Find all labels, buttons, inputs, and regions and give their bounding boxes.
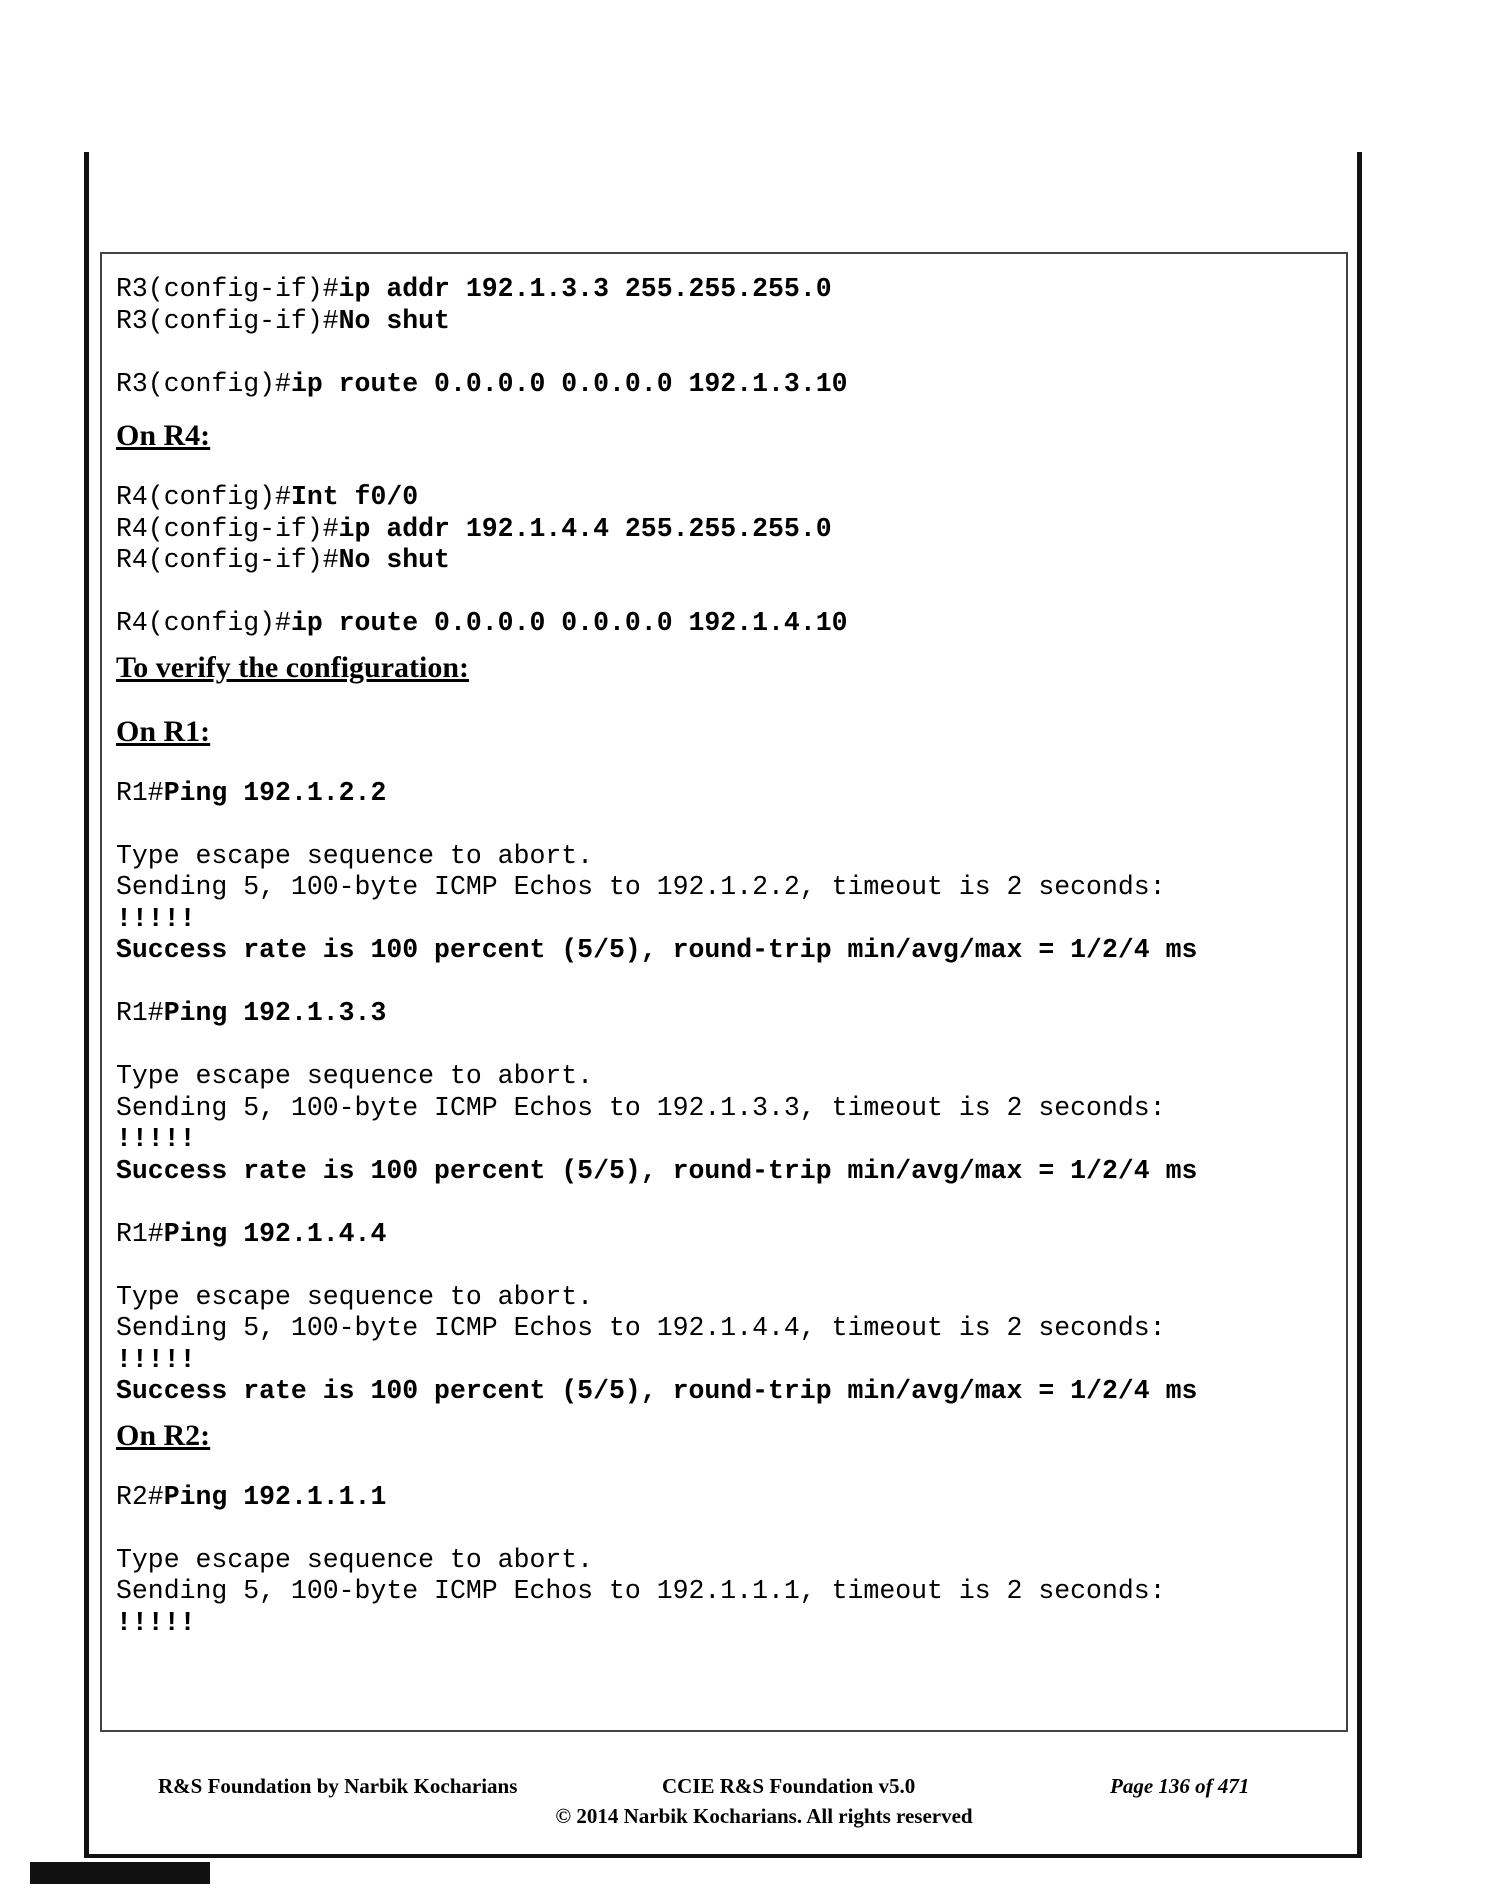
cli-command-line (116, 545, 1332, 577)
cli-command: Ping 192.1.1.1 (163, 1481, 387, 1512)
cli-prompt: R1# (116, 777, 164, 808)
cli-output-line: Type escape sequence to abort. (116, 1061, 594, 1091)
cli-prompt: R2# (116, 1481, 164, 1512)
cli-command-line (116, 998, 1332, 1030)
cli-output-bold: Success rate is 100 percent (5/5), round-trip min/avg/max = 1/2/4 ms (116, 935, 1198, 965)
cli-output-line: Sending 5, 100-byte ICMP Echos to 192.1.1.1, timeout is 2 seconds: (116, 1576, 1166, 1606)
cli-output-line: Type escape sequence to abort. (116, 1544, 594, 1575)
cli-prompt: R4(config)# (116, 608, 291, 638)
cli-command-line (116, 306, 1332, 338)
blank-line (116, 337, 1332, 369)
cli-command: ip route 0.0.0.0 0.0.0.0 192.1.4.10 (290, 608, 848, 638)
cli-command-line (116, 608, 1332, 640)
cli-command-line (116, 514, 1332, 546)
cli-command-line (116, 1482, 1332, 1514)
blank-line (116, 1187, 1332, 1219)
cli-command: ip addr 192.1.3.3 255.255.255.0 (338, 274, 832, 304)
section-heading: On R4: (116, 419, 211, 452)
cli-prompt: R1# (116, 998, 164, 1028)
section-heading: To verify the configuration: (116, 650, 470, 684)
cli-prompt: R1# (116, 1218, 164, 1249)
blank-line (116, 1513, 1332, 1545)
cli-command: Int f0/0 (290, 482, 419, 512)
cli-prompt: R4(config-if)# (116, 513, 339, 544)
cli-prompt: R3(config)# (116, 368, 291, 399)
section-heading: On R1: (116, 714, 211, 748)
cli-output-bold: Success rate is 100 percent (5/5), round-trip min/avg/max = 1/2/4 ms (116, 1155, 1198, 1186)
cli-command-line (116, 778, 1332, 810)
footer-copyright: © 2014 Narbik Kocharians. All rights reserved (555, 1804, 973, 1828)
cli-prompt: R3(config-if)# (116, 274, 339, 304)
cli-output-bold: !!!!! (116, 1344, 196, 1375)
cli-command: Ping 192.1.2.2 (163, 777, 387, 808)
cli-prompt: R3(config-if)# (116, 305, 339, 336)
blank-line (116, 577, 1332, 609)
cli-command: ip addr 192.1.4.4 255.255.255.0 (338, 513, 832, 544)
cli-output-line: Type escape sequence to abort. (116, 1281, 594, 1312)
blank-line (116, 1030, 1332, 1062)
cli-command-line (116, 482, 1332, 514)
cli-output-line: Sending 5, 100-byte ICMP Echos to 192.1.2.2, timeout is 2 seconds: (116, 872, 1166, 902)
cli-command: Ping 192.1.4.4 (163, 1218, 387, 1249)
cli-output-line: Sending 5, 100-byte ICMP Echos to 192.1.3.3, timeout is 2 seconds: (116, 1092, 1166, 1123)
cli-output-bold: !!!!! (116, 1607, 196, 1638)
cli-output-bold: !!!!! (116, 1124, 196, 1154)
cli-command-line (116, 274, 1332, 306)
cli-command: ip route 0.0.0.0 0.0.0.0 192.1.3.10 (290, 368, 848, 399)
footer-author: R&S Foundation by Narbik Kocharians (158, 1774, 518, 1798)
cli-command-line (116, 369, 1332, 401)
cli-command: No shut (338, 545, 450, 575)
cli-prompt: R4(config)# (116, 482, 291, 512)
blank-line (116, 967, 1332, 999)
page-footer (100, 1774, 1348, 1829)
footer-page-number: Page 136 of 471 (1110, 1774, 1250, 1798)
blank-line (116, 1250, 1332, 1282)
cli-prompt: R4(config-if)# (116, 545, 339, 575)
cli-output-line: Type escape sequence to abort. (116, 840, 594, 871)
cli-output-bold: Success rate is 100 percent (5/5), round-trip min/avg/max = 1/2/4 ms (116, 1376, 1198, 1406)
section-heading: On R2: (116, 1418, 211, 1452)
cli-command: No shut (338, 305, 450, 336)
scan-artifact-bar (30, 1862, 210, 1884)
blank-line (116, 809, 1332, 841)
footer-book-title: CCIE R&S Foundation v5.0 (662, 1774, 916, 1798)
cli-command: Ping 192.1.3.3 (163, 998, 387, 1028)
config-content-box (100, 252, 1348, 1732)
cli-output-bold: !!!!! (116, 903, 196, 934)
cli-command-line (116, 1219, 1332, 1251)
cli-output-line: Sending 5, 100-byte ICMP Echos to 192.1.4.4, timeout is 2 seconds: (116, 1313, 1166, 1343)
